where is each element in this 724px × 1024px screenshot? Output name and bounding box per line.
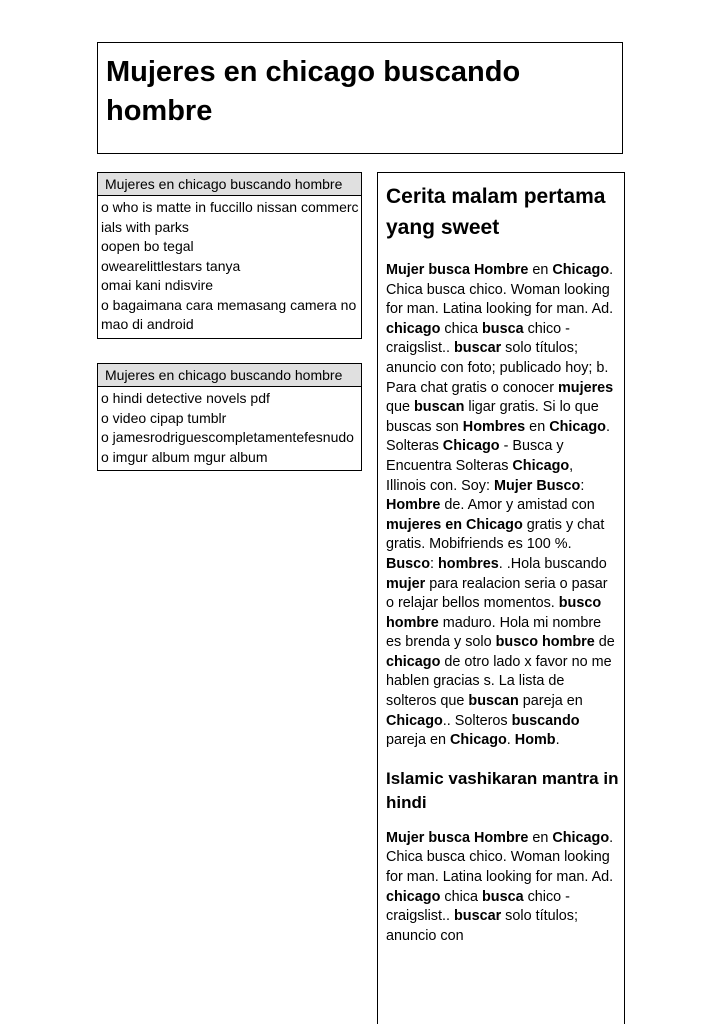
text-run: . Chica busca chico. Woman looking for man. Latina looking for man. Ad. [386,262,614,318]
bold-keyword: chicago [386,888,441,905]
bold-keyword: busco hombre [495,634,595,651]
bold-keyword: Mujer busca Hombre [386,262,529,278]
text-run: en [528,829,553,846]
text-run: de. Amor y amistad con [440,497,595,514]
article-column [377,172,625,1024]
list-item-link[interactable]: o imgur album mgur album [101,448,268,465]
text-run: . .Hola buscando [498,555,607,572]
bold-keyword: chicago [386,320,441,337]
page-header [97,42,623,154]
list-item-link[interactable]: o who is matte in fuccillo nissan commercials with parks [101,199,359,235]
article-heading: Cerita malam pertama yang sweet [386,185,606,239]
text-run: en [528,262,553,278]
text-run: para realacion seria o pasar o relajar bellos momentos. [386,575,608,612]
bold-keyword: mujeres en Chicago [386,516,523,533]
list-item-link[interactable]: o jamesrodriguescompletamentefesnudo [101,429,354,445]
text-run: . [555,732,560,749]
sidebar-widget-1 [97,172,362,339]
text-run: en [525,418,550,435]
bold-keyword: busco hombre [386,595,602,631]
text-run: de [594,634,615,651]
bold-keyword: Chicago [450,732,507,749]
bold-keyword: buscan [468,693,519,710]
bold-keyword: Chicago [386,712,443,729]
bold-keyword: busca [481,320,524,337]
text-run: que [386,399,415,416]
bold-keyword: Mujer Busco [493,477,581,494]
bold-keyword: buscando [511,712,580,729]
bold-keyword: Chicago [552,262,610,278]
bold-keyword: buscan [414,399,465,416]
bold-keyword: buscar [453,340,502,357]
text-run: . [506,732,515,749]
list-item-link[interactable]: o video cipap tumblr [101,409,227,426]
bold-keyword: Mujer busca Hombre [386,829,529,846]
bold-keyword: buscar [453,908,502,925]
bold-keyword: chicago [386,653,441,670]
list-item-link[interactable]: o hindi detective novels pdf [101,390,270,406]
text-run: , Illinois con. Soy: [386,457,574,494]
bold-keyword: Homb [514,732,556,749]
article-paragraph [378,829,624,947]
text-run: - Busca y Encuentra Solteras [386,438,564,474]
bold-keyword: Chicago [442,438,500,455]
text-run: chico - craigslist.. [386,320,570,357]
text-run: pareja en [386,732,451,749]
bold-keyword: mujeres [557,379,614,396]
text-run: chico - craigslist.. [386,888,570,925]
bold-keyword: Hombres [462,418,526,435]
text-run: pareja en [518,693,583,710]
bold-keyword: busca [481,888,524,905]
text-run: maduro. Hola mi nombre es brenda y solo [386,614,602,651]
bold-keyword: Busco [386,555,430,572]
list-item-link[interactable]: oopen bo tegal [101,238,194,254]
widget-title: Mujeres en chicago buscando hombre [98,364,361,387]
text-run: .. Solteros [442,712,512,729]
list-item-link[interactable]: omai kani ndisvire [101,277,214,293]
text-run: : [580,477,585,494]
bold-keyword: Chicago [512,457,570,474]
text-run: chica [440,320,482,337]
text-run: ligar gratis. Si lo que buscas son [386,399,599,435]
bold-keyword: hombres [437,555,499,572]
text-run: de otro lado x favor no me hablen gracias s. La lista de solteros que [386,653,612,710]
list-item-link[interactable]: o bagaimana cara memasang camera nomao di android [101,296,357,332]
widget-title: Mujeres en chicago buscando hombre [98,173,361,196]
text-run: chica [440,888,482,905]
list-item-link[interactable]: owearelittlestars tanya [101,257,241,274]
bold-keyword: mujer [386,575,426,592]
text-run: solo títulos; anuncio con [386,908,578,944]
bold-keyword: Chicago [549,418,606,435]
bold-keyword: Chicago [552,829,610,846]
article-subheading: Islamic vashikaran mantra in hindi [386,768,619,812]
text-run: gratis y chat gratis. Mobifriends es 100 %. [386,516,605,553]
widget-list [98,387,361,470]
widget-list [98,196,361,338]
sidebar-widget-2 [97,363,362,471]
text-run: . Chica busca chico. Woman looking for man. Latina looking for man. Ad. [386,829,614,886]
text-run: solo títulos; anuncio con foto; publicado hoy; b. Para chat gratis o conocer [386,340,609,396]
bold-keyword: Hombre [386,497,441,514]
article-paragraph [378,261,624,751]
text-run: : [429,555,438,572]
page-title: Mujeres en chicago buscando hombre [106,56,521,127]
text-run: . Solteras [386,418,610,455]
